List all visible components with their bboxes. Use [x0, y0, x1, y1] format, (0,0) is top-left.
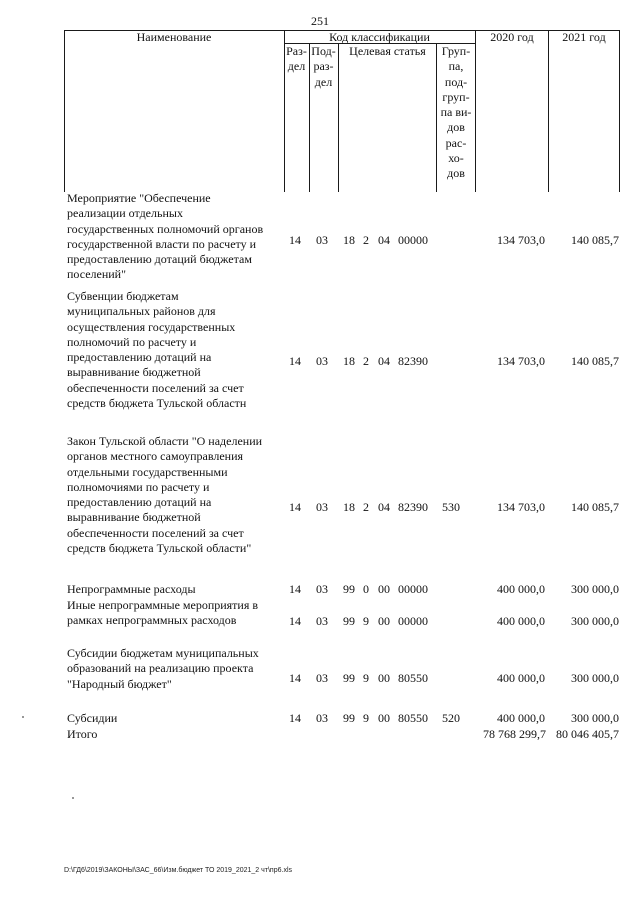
row-cs4: 82390: [398, 500, 428, 514]
row-cs3: 04: [378, 233, 390, 247]
row-cs3: 00: [378, 711, 390, 725]
row-name-line: государственных полномочий органов: [67, 221, 264, 236]
row-y2020: 400 000,0: [497, 711, 545, 725]
row-razdel: 14: [289, 671, 301, 685]
row-name: [67, 191, 289, 283]
row-y2021: 300 000,0: [571, 582, 619, 596]
row-podrazdel: 03: [316, 354, 328, 368]
row-cs3: 00: [378, 671, 390, 685]
row-y2020: 134 703,0: [497, 233, 545, 247]
row-podrazdel: 03: [316, 711, 328, 725]
row-y2021: 140 085,7: [571, 233, 619, 247]
row-cs2: 9: [363, 614, 369, 628]
row-name-line: Непрограммные расходы: [67, 582, 196, 596]
row-cs4: 80550: [398, 671, 428, 685]
header-gruppa-line: груп-: [442, 89, 470, 104]
header-gruppa-line: хо-: [448, 151, 464, 166]
row-cs1: 99: [343, 711, 355, 725]
row-name: [67, 711, 289, 726]
header-razdel: [284, 44, 309, 75]
row-cs3: 04: [378, 500, 390, 514]
row-name-line: Закон Тульской области "О наделении: [67, 434, 263, 448]
row-y2021: 140 085,7: [571, 500, 619, 514]
divider-year2020: [548, 30, 549, 192]
total-y2020: 78 768 299,7: [483, 727, 546, 741]
row-y2021: 300 000,0: [571, 614, 619, 628]
row-name-line: Иные непрограммные мероприятия в: [67, 598, 259, 612]
divider-gruppa: [475, 30, 476, 192]
row-name-line: обеспеченности поселений за счет: [67, 380, 244, 395]
header-razdel-line: дел: [287, 59, 306, 74]
row-podrazdel: 03: [316, 500, 328, 514]
row-cs4: 00000: [398, 614, 428, 628]
total-label: Итого: [67, 727, 98, 741]
row-vid: 530: [442, 500, 460, 514]
row-y2020: 400 000,0: [497, 614, 545, 628]
row-podrazdel: 03: [316, 671, 328, 685]
row-name-line: предоставлению дотаций бюджетам: [67, 252, 252, 267]
row-cs1: 18: [343, 233, 355, 247]
row-y2021: 300 000,0: [571, 711, 619, 725]
scan-speck: [72, 797, 74, 799]
row-name-line: Субвенции бюджетам: [67, 289, 179, 303]
header-celevaya: Целевая статья: [349, 44, 426, 58]
row-cs2: 9: [363, 711, 369, 725]
row-cs4: 00000: [398, 233, 428, 247]
row-cs2: 2: [363, 354, 369, 368]
row-name-line: средств бюджета Тульской области": [67, 541, 252, 556]
header-year-2021: 2021 год: [562, 30, 606, 44]
row-razdel: 14: [289, 500, 301, 514]
row-name: [67, 646, 289, 692]
row-cs1: 18: [343, 354, 355, 368]
row-razdel: 14: [289, 711, 301, 725]
header-gruppa-line: рас-: [445, 135, 467, 150]
row-vid: 520: [442, 711, 460, 725]
row-cs1: 99: [343, 671, 355, 685]
row-podrazdel: 03: [316, 582, 328, 596]
row-name-line: поселений": [67, 267, 126, 282]
header-year-2020: 2020 год: [490, 30, 534, 44]
row-cs2: 9: [363, 671, 369, 685]
row-name-line: полномочиями по расчету и: [67, 479, 210, 494]
header-name: Наименование: [136, 30, 212, 44]
header-left-border: [64, 30, 65, 192]
row-cs2: 2: [363, 500, 369, 514]
row-name-line: отдельными государственными: [67, 464, 228, 479]
row-podrazdel: 03: [316, 233, 328, 247]
row-cs1: 99: [343, 582, 355, 596]
total-y2021: 80 046 405,7: [556, 727, 619, 741]
header-podrazdel-line: дел: [314, 74, 333, 89]
row-name-line: полномочий по расчету и: [67, 334, 197, 349]
footer-file-path: D:\ГД6\2019\ЗАКОНЫ\ЗАС_66\Изм.бюджет ТО 2019_2021_2 чт\пр6.xls: [64, 867, 292, 874]
header-gruppa-line: па ви-: [440, 105, 472, 120]
row-name-line: Субсидии бюджетам муниципальных: [67, 646, 259, 660]
header-podrazdel: [309, 44, 338, 90]
row-name: [67, 598, 289, 629]
row-razdel: 14: [289, 354, 301, 368]
header-gruppa-line: Груп-: [441, 44, 471, 58]
row-name: [67, 434, 289, 556]
row-cs2: 2: [363, 233, 369, 247]
header-classification: Код классификации: [329, 30, 430, 44]
row-cs3: 04: [378, 354, 390, 368]
row-name-line: Мероприятие "Обеспечение: [67, 191, 211, 205]
page-number: 251: [311, 14, 329, 28]
row-name: [67, 582, 289, 597]
row-podrazdel: 03: [316, 614, 328, 628]
row-name-line: обеспеченности поселений за счет: [67, 525, 244, 540]
row-name-line: муниципальных районов для: [67, 304, 216, 319]
row-y2020: 400 000,0: [497, 582, 545, 596]
row-cs3: 00: [378, 582, 390, 596]
header-gruppa-line: па,: [448, 59, 464, 74]
header-right-border: [619, 30, 620, 192]
row-y2020: 134 703,0: [497, 354, 545, 368]
row-name-line: органов местного самоуправления: [67, 449, 244, 464]
row-name-line: осуществления государственных: [67, 319, 236, 334]
row-razdel: 14: [289, 582, 301, 596]
header-gruppa-line: дов: [447, 120, 465, 135]
row-name-line: Субсидии: [67, 711, 118, 725]
row-cs2: 0: [363, 582, 369, 596]
row-y2020: 134 703,0: [497, 500, 545, 514]
row-name-line: "Народный бюджет": [67, 676, 172, 691]
row-name-line: предоставлению дотаций на: [67, 495, 212, 510]
scan-speck: [22, 716, 24, 718]
row-name: [67, 289, 289, 411]
row-name-line: предоставлению дотаций на: [67, 350, 212, 365]
header-gruppa-line: под-: [444, 74, 468, 89]
row-name-line: рамках непрограммных расходов: [67, 613, 237, 628]
header-gruppa: [437, 44, 475, 182]
row-cs3: 00: [378, 614, 390, 628]
header-podrazdel-line: Под-: [311, 44, 336, 58]
row-y2020: 400 000,0: [497, 671, 545, 685]
divider-podrazdel: [338, 43, 339, 192]
row-razdel: 14: [289, 233, 301, 247]
row-name-line: средств бюджета Тульской областн: [67, 396, 247, 411]
row-name-line: образований на реализацию проекта: [67, 661, 254, 676]
row-cs1: 18: [343, 500, 355, 514]
row-name-line: выравнивание бюджетной: [67, 365, 201, 380]
row-y2021: 140 085,7: [571, 354, 619, 368]
header-podrazdel-line: раз-: [313, 59, 334, 74]
row-razdel: 14: [289, 614, 301, 628]
row-cs4: 00000: [398, 582, 428, 596]
row-name-line: выравнивание бюджетной: [67, 510, 201, 525]
header-razdel-line: Раз-: [286, 44, 307, 58]
row-y2021: 300 000,0: [571, 671, 619, 685]
header-gruppa-line: дов: [447, 166, 465, 181]
row-name-line: реализации отдельных: [67, 206, 183, 221]
row-name-line: государственной власти по расчету и: [67, 236, 257, 251]
row-cs4: 82390: [398, 354, 428, 368]
row-cs4: 80550: [398, 711, 428, 725]
row-cs1: 99: [343, 614, 355, 628]
